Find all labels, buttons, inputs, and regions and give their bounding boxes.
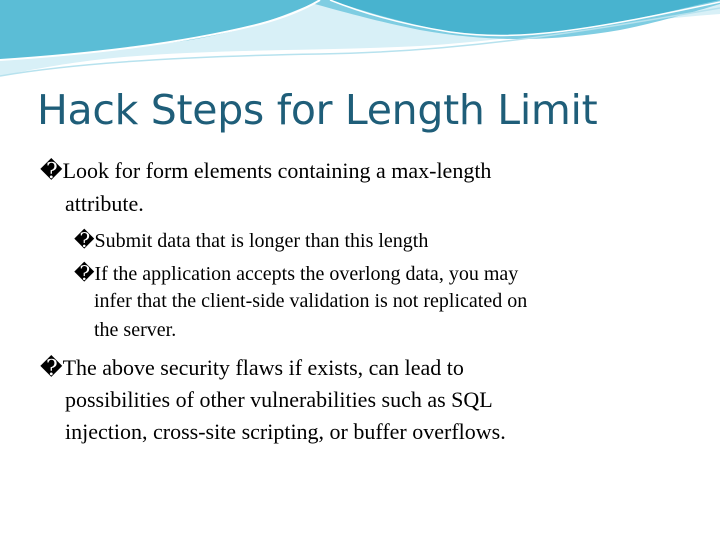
sub-bullet-marker: � [74, 263, 95, 285]
bullet-1-line-2: attribute. [65, 191, 144, 216]
bullet-2-line-3: injection, cross-site scripting, or buffer overflows. [65, 419, 506, 444]
bullet-1-text-1: Look for form elements containing a max-length [62, 158, 492, 183]
bullet-marker: � [40, 158, 63, 183]
sub-bullet-2-line-1 [74, 261, 518, 286]
bullet-2-line-2: possibilities of other vulnerabilities such as SQL [65, 387, 493, 412]
sub-bullet-2-line-2: infer that the client-side validation is not replicated on [94, 290, 528, 312]
sub-bullet-1-line-1 [74, 228, 428, 253]
bullet-2-text-1: The above security flaws if exists, can lead to [62, 355, 464, 380]
slide-title: Hack Steps for Length Limit [37, 86, 598, 134]
sub-bullet-marker: � [74, 230, 95, 252]
bullet-1-line-1 [40, 158, 491, 184]
sub-bullet-1-text: Submit data that is longer than this length [94, 230, 429, 252]
bullet-2-line-1 [40, 355, 464, 381]
sub-bullet-2-text-1: If the application accepts the overlong data, you may [94, 263, 519, 285]
sub-bullet-2-line-3: the server. [94, 319, 177, 341]
header-wave-decoration [0, 0, 720, 100]
bullet-marker: � [40, 355, 63, 380]
